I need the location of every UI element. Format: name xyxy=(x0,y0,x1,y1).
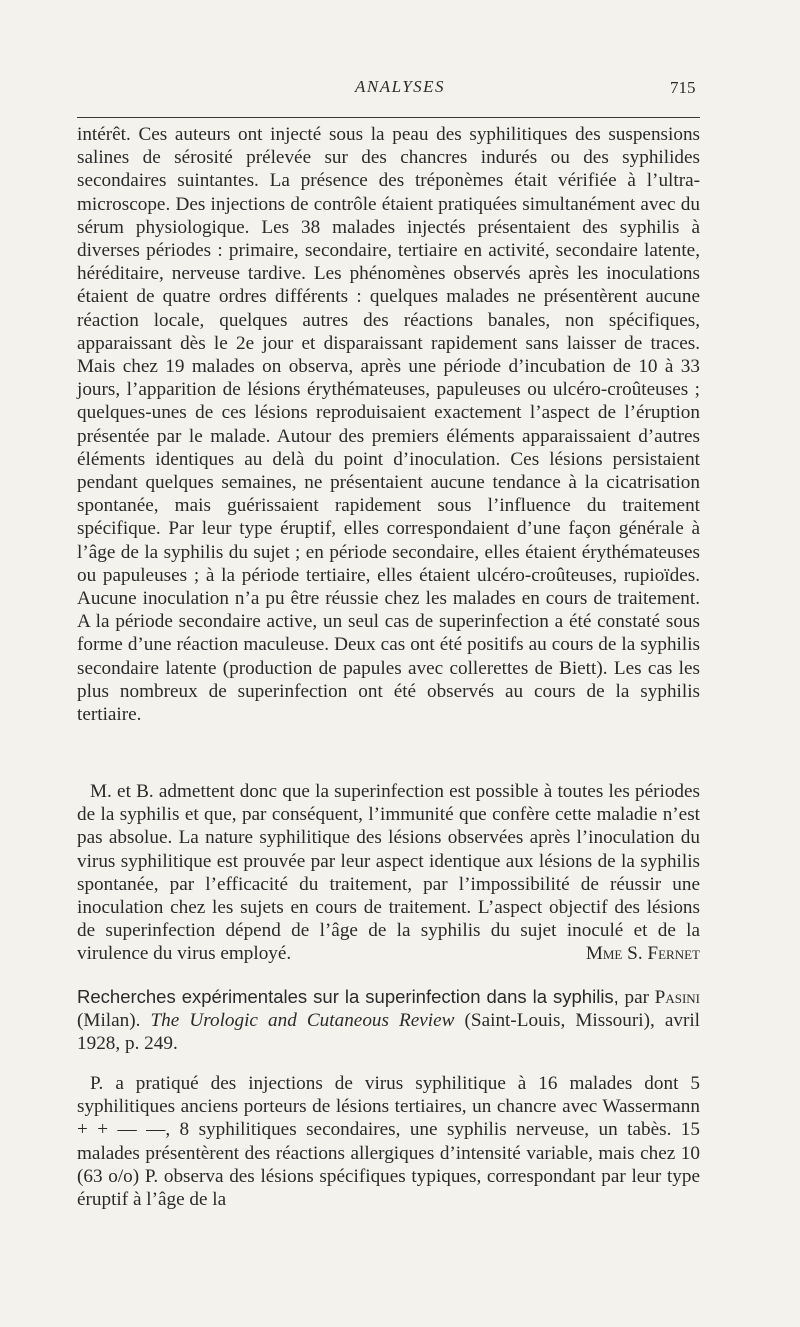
paragraph-conclusion xyxy=(77,780,700,966)
running-title: ANALYSES xyxy=(354,77,446,96)
abstract-by: par xyxy=(624,987,649,1008)
abstract-author: Pasini xyxy=(654,987,701,1008)
header-rule xyxy=(77,117,700,118)
paragraph-review-continuation: intérêt. Ces auteurs ont injecté sous la peau des syphilitiques des suspensions salines de sérosité prélevée sur des chancres indurés ou des syphilides secondaires suintantes. La présence des tréponèmes était vérifiée à l’ultra-microscope. Des injections de contrôle étaient pratiquées simultanément avec du sérum physiologique. Les 38 malades injectés présentaient des syphilis à diverses périodes : primaire, secondaire, tertiaire en activité, secondaire latente, héréditaire, nerveuse tardive. Les phénomènes observés après les inoculations étaient de quatre ordres différents : quelques malades ne présentèrent aucune réaction locale, quelques autres des réactions banales, non spécifiques, apparaissant dès le 2e jour et disparaissant rapidement sans laisser de traces. Mais chez 19 malades on observa, après une période d’incubation de 10 à 33 jours, l’apparition de lésions érythémateuses, papuleuses ou ulcéro-croûteuses ; quelques-unes de ces lésions reproduisaient exactement l’aspect de l’éruption présentée par le malade. Autour des premiers éléments apparaissaient d’autres éléments identiques au delà du point d’inoculation. Ces lésions persistaient pendant quelques semaines, ne présentaient aucune tendance à la cicatrisation spontanée, mais guérissaient rapidement sous l’influence du traitement spécifique. Par leur type éruptif, elles correspondaient d’une façon générale à l’âge de la syphilis du sujet ; en période secondaire, elles étaient érythémateuses ou papuleuses ; à la période tertiaire, elles étaient ulcéro-croûteuses, rupioïdes. Aucune inoculation n’a pu être réussie chez les malades en cours de traitement. A la période secondaire active, un seul cas de superinfection a été constaté sous forme d’une réaction maculeuse. Deux cas ont été positifs au cours de la syphilis secondaire latente (production de papules avec collerettes de Biett). Les cas les plus nombreux de superinfection ont été observés au cours de la syphilis tertiaire. xyxy=(77,124,700,726)
abstract-citation: (Saint-Louis, Missouri), avril 1928, p. 249. xyxy=(77,1010,701,1055)
abstract-affiliation: (Milan). xyxy=(77,1010,141,1032)
abstract-body: P. a pratiqué des injections de virus syphilitique à 16 malades dont 5 syphilitiques anciens porteurs de lésions tertiaires, un chancre avec Wassermann + + — —, 8 syphilitiques secondaires, une syphilis nerveuse, un tabès. 15 malades présentèrent des réactions allergiques d’intensité variable, mais chez 10 (63 o/o) P. observa des lésions spécifiques typiques, correspondant par leur type éruptif à l’âge de la xyxy=(77,1073,700,1211)
abstract-heading-block xyxy=(77,985,700,1056)
abstract-journal: The Urologic and Cutaneous Review xyxy=(150,1010,455,1032)
paragraph-conclusion-text: M. et B. admettent donc que la superinfection est possible à toutes les périodes de la syphilis et que, par conséquent, l’immunité que confère cette maladie n’est pas absolue. La nature syphilitique des lésions observées après l’inoculation du virus syphilitique est prouvée par leur aspect identique aux lésions de la syphilis spontanée, par l’efficacité du traitement, par l’impossibilité de réussir une inoculation chez les sujets en cours de traitement. L’aspect objectif des lésions de superinfection dépend de l’âge de la syphilis du sujet inoculé et de la virulence du virus employé. xyxy=(77,781,700,965)
page-number: 715 xyxy=(670,78,696,97)
reviewer-signature: Mme S. Fernet xyxy=(585,943,700,965)
abstract-title: Recherches expérimentales sur la superinfection dans la syphilis, xyxy=(77,986,619,1007)
